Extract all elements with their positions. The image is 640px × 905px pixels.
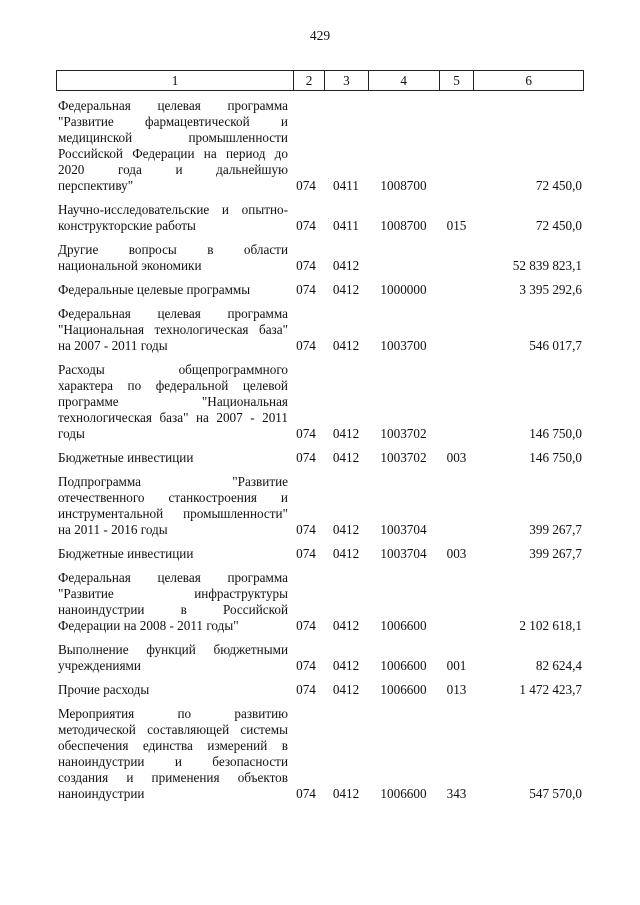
row-amount: 82 624,4: [535, 658, 582, 673]
table-row: [56, 282, 584, 298]
row-section-code: 0412: [332, 258, 360, 273]
row-name: [56, 242, 288, 274]
row-name-line: Мероприятия по развитию: [58, 706, 288, 721]
row-name: [56, 98, 288, 194]
row-name-line: Подпрограмма "Развитие: [58, 474, 288, 489]
row-name: [56, 306, 288, 354]
row-section-code: 0412: [332, 450, 360, 465]
row-section-code: 0412: [332, 682, 360, 697]
row-name-line: конструкторские работы: [58, 218, 196, 233]
header-col-5: 5: [439, 71, 474, 90]
row-name-line: наноиндустрии в Российской: [58, 602, 288, 617]
row-name-line: перспективу": [58, 178, 134, 193]
row-gov-code: 074: [296, 426, 316, 441]
table-header: [56, 70, 584, 91]
row-gov-code: 074: [296, 546, 316, 561]
row-amount: 52 839 823,1: [512, 258, 582, 273]
row-target-article: 1006600: [380, 658, 427, 673]
header-col-6: 6: [473, 71, 583, 90]
row-expense-type: 001: [446, 658, 467, 673]
row-name-line: "Развитие инфраструктуры: [58, 586, 288, 601]
table-row: [56, 642, 584, 674]
row-section-code: 0412: [332, 658, 360, 673]
table-row: [56, 306, 584, 354]
row-gov-code: 074: [296, 522, 316, 537]
row-name: [56, 202, 288, 234]
row-name-line: Научно-исследовательские и опытно-: [58, 202, 288, 217]
row-name-line: отечественного станкостроения и: [58, 490, 288, 505]
row-name: [56, 570, 288, 634]
row-target-article: 1003702: [380, 450, 427, 465]
row-name-line: Федеральная целевая программа: [58, 570, 288, 585]
header-col-1: 1: [171, 73, 179, 88]
row-name: [56, 362, 288, 442]
row-name: [56, 474, 288, 538]
row-section-code: 0412: [332, 426, 360, 441]
row-name-line: наноиндустрии: [58, 786, 145, 801]
row-amount: 146 750,0: [529, 426, 582, 441]
row-target-article: 1006600: [380, 786, 427, 801]
row-section-code: 0412: [332, 338, 360, 353]
row-gov-code: 074: [296, 282, 316, 297]
row-gov-code: 074: [296, 682, 316, 697]
row-target-article: 1003702: [380, 426, 427, 441]
row-name-line: на 2007 - 2011 годы: [58, 338, 168, 353]
row-gov-code: 074: [296, 450, 316, 465]
row-name-line: Бюджетные инвестиции: [58, 450, 194, 465]
row-name-line: создания и применения объектов: [58, 770, 288, 785]
table-row: [56, 706, 584, 802]
row-amount: 547 570,0: [529, 786, 582, 801]
row-name-line: Расходы общепрограммного: [58, 362, 288, 377]
row-name: [56, 450, 288, 466]
header-col-4: 4: [368, 71, 439, 90]
row-name-line: инструментальной промышленности": [58, 506, 288, 521]
row-name-line: обеспечения единства измерений в: [58, 738, 288, 753]
row-name-line: Российской Федерации на период до: [58, 146, 288, 161]
row-target-article: 1003704: [380, 522, 427, 537]
row-expense-type: 015: [446, 218, 467, 233]
row-target-article: 1008700: [380, 218, 427, 233]
row-expense-type: 013: [446, 682, 467, 697]
row-section-code: 0412: [332, 786, 360, 801]
table-row: [56, 98, 584, 194]
table-row: [56, 682, 584, 698]
header-col-3: 3: [324, 71, 368, 90]
row-name: [56, 706, 288, 802]
table-row: [56, 450, 584, 466]
row-gov-code: 074: [296, 178, 316, 193]
table-row: [56, 362, 584, 442]
table-row: [56, 202, 584, 234]
row-name-line: 2020 года и дальнейшую: [58, 162, 288, 177]
row-target-article: 1003704: [380, 546, 427, 561]
row-amount: 3 395 292,6: [519, 282, 582, 297]
row-amount: 72 450,0: [535, 178, 582, 193]
row-name-line: медицинской промышленности: [58, 130, 288, 145]
row-section-code: 0412: [332, 546, 360, 561]
row-gov-code: 074: [296, 618, 316, 633]
row-name-line: программе "Национальная: [58, 394, 288, 409]
table-body: [56, 98, 584, 810]
row-name-line: Федеральная целевая программа: [58, 306, 288, 321]
row-amount: 1 472 423,7: [519, 682, 582, 697]
table-row: [56, 546, 584, 562]
header-col-2: 2: [293, 71, 324, 90]
row-name-line: Бюджетные инвестиции: [58, 546, 194, 561]
row-section-code: 0412: [332, 522, 360, 537]
row-name-line: Федеральная целевая программа: [58, 98, 288, 113]
row-name-line: методической составляющей системы: [58, 722, 288, 737]
row-expense-type: 003: [446, 546, 467, 561]
row-name-line: национальной экономики: [58, 258, 202, 273]
row-name: [56, 682, 288, 698]
row-target-article: 1006600: [380, 618, 427, 633]
row-target-article: 1008700: [380, 178, 427, 193]
row-name-line: Прочие расходы: [58, 682, 150, 697]
row-section-code: 0411: [333, 178, 359, 193]
row-name-line: Федеральные целевые программы: [58, 282, 251, 297]
row-target-article: 1003700: [380, 338, 427, 353]
row-gov-code: 074: [296, 786, 316, 801]
row-amount: 399 267,7: [529, 522, 582, 537]
row-name-line: "Национальная технологическая база": [58, 322, 288, 337]
row-section-code: 0412: [332, 282, 360, 297]
row-name: [56, 282, 288, 298]
row-gov-code: 074: [296, 218, 316, 233]
row-name: [56, 546, 288, 562]
row-target-article: 1000000: [380, 282, 427, 297]
row-section-code: 0411: [333, 218, 359, 233]
row-amount: 546 017,7: [529, 338, 582, 353]
row-amount: 146 750,0: [529, 450, 582, 465]
row-gov-code: 074: [296, 658, 316, 673]
row-target-article: 1006600: [380, 682, 427, 697]
row-name-line: характера по федеральной целевой: [58, 378, 288, 393]
row-amount: 2 102 618,1: [519, 618, 582, 633]
row-name-line: Федерации на 2008 - 2011 годы": [58, 618, 239, 633]
row-name-line: "Развитие фармацевтической и: [58, 114, 288, 129]
table-row: [56, 570, 584, 634]
row-name-line: годы: [58, 426, 85, 441]
page-number: 429: [309, 28, 331, 43]
row-name-line: Другие вопросы в области: [58, 242, 288, 257]
row-expense-type: 343: [446, 786, 467, 801]
row-section-code: 0412: [332, 618, 360, 633]
row-name: [56, 642, 288, 674]
row-name-line: учреждениями: [58, 658, 141, 673]
table-row: [56, 242, 584, 274]
row-name-line: Выполнение функций бюджетными: [58, 642, 288, 657]
row-expense-type: 003: [446, 450, 467, 465]
row-name-line: наноиндустрии и безопасности: [58, 754, 288, 769]
table-row: [56, 474, 584, 538]
row-amount: 399 267,7: [529, 546, 582, 561]
row-name-line: на 2011 - 2016 годы: [58, 522, 168, 537]
row-gov-code: 074: [296, 258, 316, 273]
row-amount: 72 450,0: [535, 218, 582, 233]
row-name-line: технологическая база" на 2007 - 2011: [58, 410, 288, 425]
row-gov-code: 074: [296, 338, 316, 353]
